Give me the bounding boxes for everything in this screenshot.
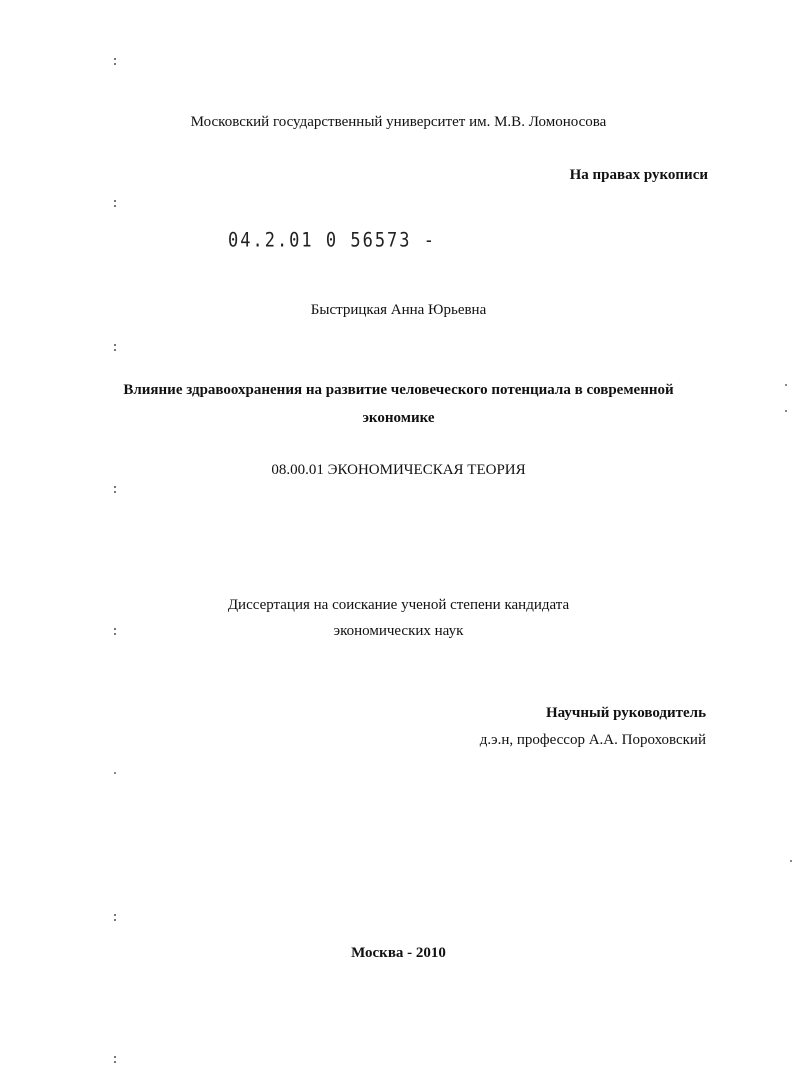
supervisor-name: д.э.н, профессор А.А. Пороховский — [479, 732, 706, 748]
binding-mark — [114, 486, 116, 496]
binding-mark — [114, 1056, 116, 1066]
manuscript-rights-note: На правах рукописи — [569, 167, 708, 183]
specialty-code: 08.00.01 ЭКОНОМИЧЕСКАЯ ТЕОРИЯ — [271, 462, 526, 478]
author-name: Быстрицкая Анна Юрьевна — [310, 302, 487, 318]
binding-mark — [114, 344, 116, 354]
degree-statement-line-1: Диссертация на соискание ученой степени кандидата — [227, 597, 570, 613]
dissertation-title-line-1: Влияние здравоохранения на развитие человеческого потенциала в современной — [123, 382, 674, 398]
scan-speck — [790, 860, 792, 862]
supervisor-label: Научный руководитель — [546, 705, 706, 721]
degree-statement-line-2: экономических наук — [333, 623, 464, 639]
binding-mark — [114, 772, 116, 774]
binding-mark — [114, 914, 116, 924]
registration-stamp: 04.2.01 0 56573 - — [228, 229, 436, 252]
binding-mark — [114, 58, 116, 68]
dissertation-title-line-2: экономике — [362, 410, 435, 426]
university-name: Московский государственный университет им. М.В. Ломоносова — [190, 114, 607, 130]
city-year: Москва - 2010 — [351, 945, 446, 961]
binding-mark — [114, 200, 116, 210]
